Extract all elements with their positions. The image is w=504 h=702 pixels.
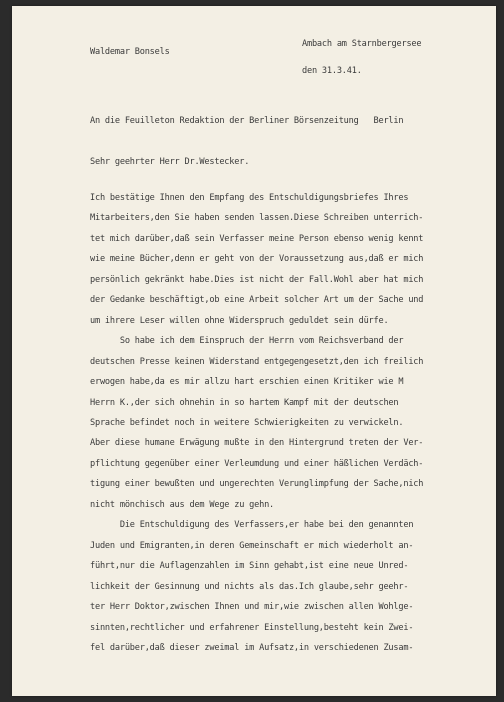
body-line: ter Herr Doktor,zwischen Ihnen und mir,wie zwischen allen Wohlge- [90, 602, 414, 612]
body-line: lichkeit der Gesinnung und nichts als das.Ich glaube,sehr geehr- [90, 581, 409, 592]
body-line: persönlich gekränkt habe.Dies ist nicht der Fall.Wohl aber hat mich [90, 274, 424, 285]
body-line: Ich bestätige Ihnen den Empfang des Entschuldigungsbriefes Ihres [90, 193, 409, 203]
body-line: deutschen Presse keinen Widerstand entgegengesetzt,den ich freilich [90, 356, 424, 367]
body-line: führt,nur die Auflagenzahlen im Sinn gehabt,ist eine neue Unred- [90, 561, 409, 572]
body-line: um ihrere Leser willen ohne Widerspruch geduldet sein dürfe. [90, 315, 389, 326]
sender-place: Ambach am Starnbergersee [302, 39, 422, 49]
body-line: erwogen habe,da es mir allzu hart erschien einen Kritiker wie M [90, 377, 404, 387]
letter-page [12, 6, 496, 696]
body-line: tet mich darüber,daß sein Verfasser meine Person ebenso wenig kennt [90, 233, 424, 244]
body-line: Die Entschuldigung des Verfassers,er habe bei den genannten [90, 520, 414, 531]
letter-date: den 31.3.41. [302, 66, 362, 76]
body-line: Juden und Emigranten,in deren Gemeinschaft er mich wiederholt an- [90, 540, 414, 551]
body-line: Sprache befindet noch in weitere Schwierigkeiten zu verwickeln. [90, 417, 404, 428]
body-line: nicht mönchisch aus dem Wege zu gehn. [90, 499, 275, 510]
body-line: pflichtung gegenüber einer Verleumdung und einer häßlichen Verdäch- [90, 458, 424, 469]
body-line: Herrn K.,der sich ohnehin in so hartem Kampf mit der deutschen [90, 397, 399, 408]
salutation: Sehr geehrter Herr Dr.Westecker. [90, 157, 250, 167]
body-line: wie meine Bücher,denn er geht von der Voraussetzung aus,daß er mich [90, 254, 424, 265]
body-line: der Gedanke beschäftigt,ob eine Arbeit solcher Art um der Sache und [90, 295, 424, 306]
recipient-line: An die Feuilleton Redaktion der Berliner Börsenzeitung Berlin [90, 116, 404, 126]
sender-name: Waldemar Bonsels [90, 47, 170, 57]
body-line: So habe ich dem Einspruch der Herrn vom Reichsverband der [90, 336, 404, 347]
body-line: Aber diese humane Erwägung mußte in den Hintergrund treten der Ver- [90, 438, 424, 449]
body-line: tigung einer bewußten und ungerechten Verunglimpfung der Sache,nich [90, 479, 424, 490]
body-line: Mitarbeiters,den Sie haben senden lassen.Diese Schreiben unterrich- [90, 213, 424, 224]
body-line: fel darüber,daß dieser zweimal im Aufsatz,in verschiedenen Zusam- [90, 642, 414, 653]
body-line: sinnten,rechtlicher und erfahrener Einstellung,besteht kein Zwei- [90, 622, 414, 633]
